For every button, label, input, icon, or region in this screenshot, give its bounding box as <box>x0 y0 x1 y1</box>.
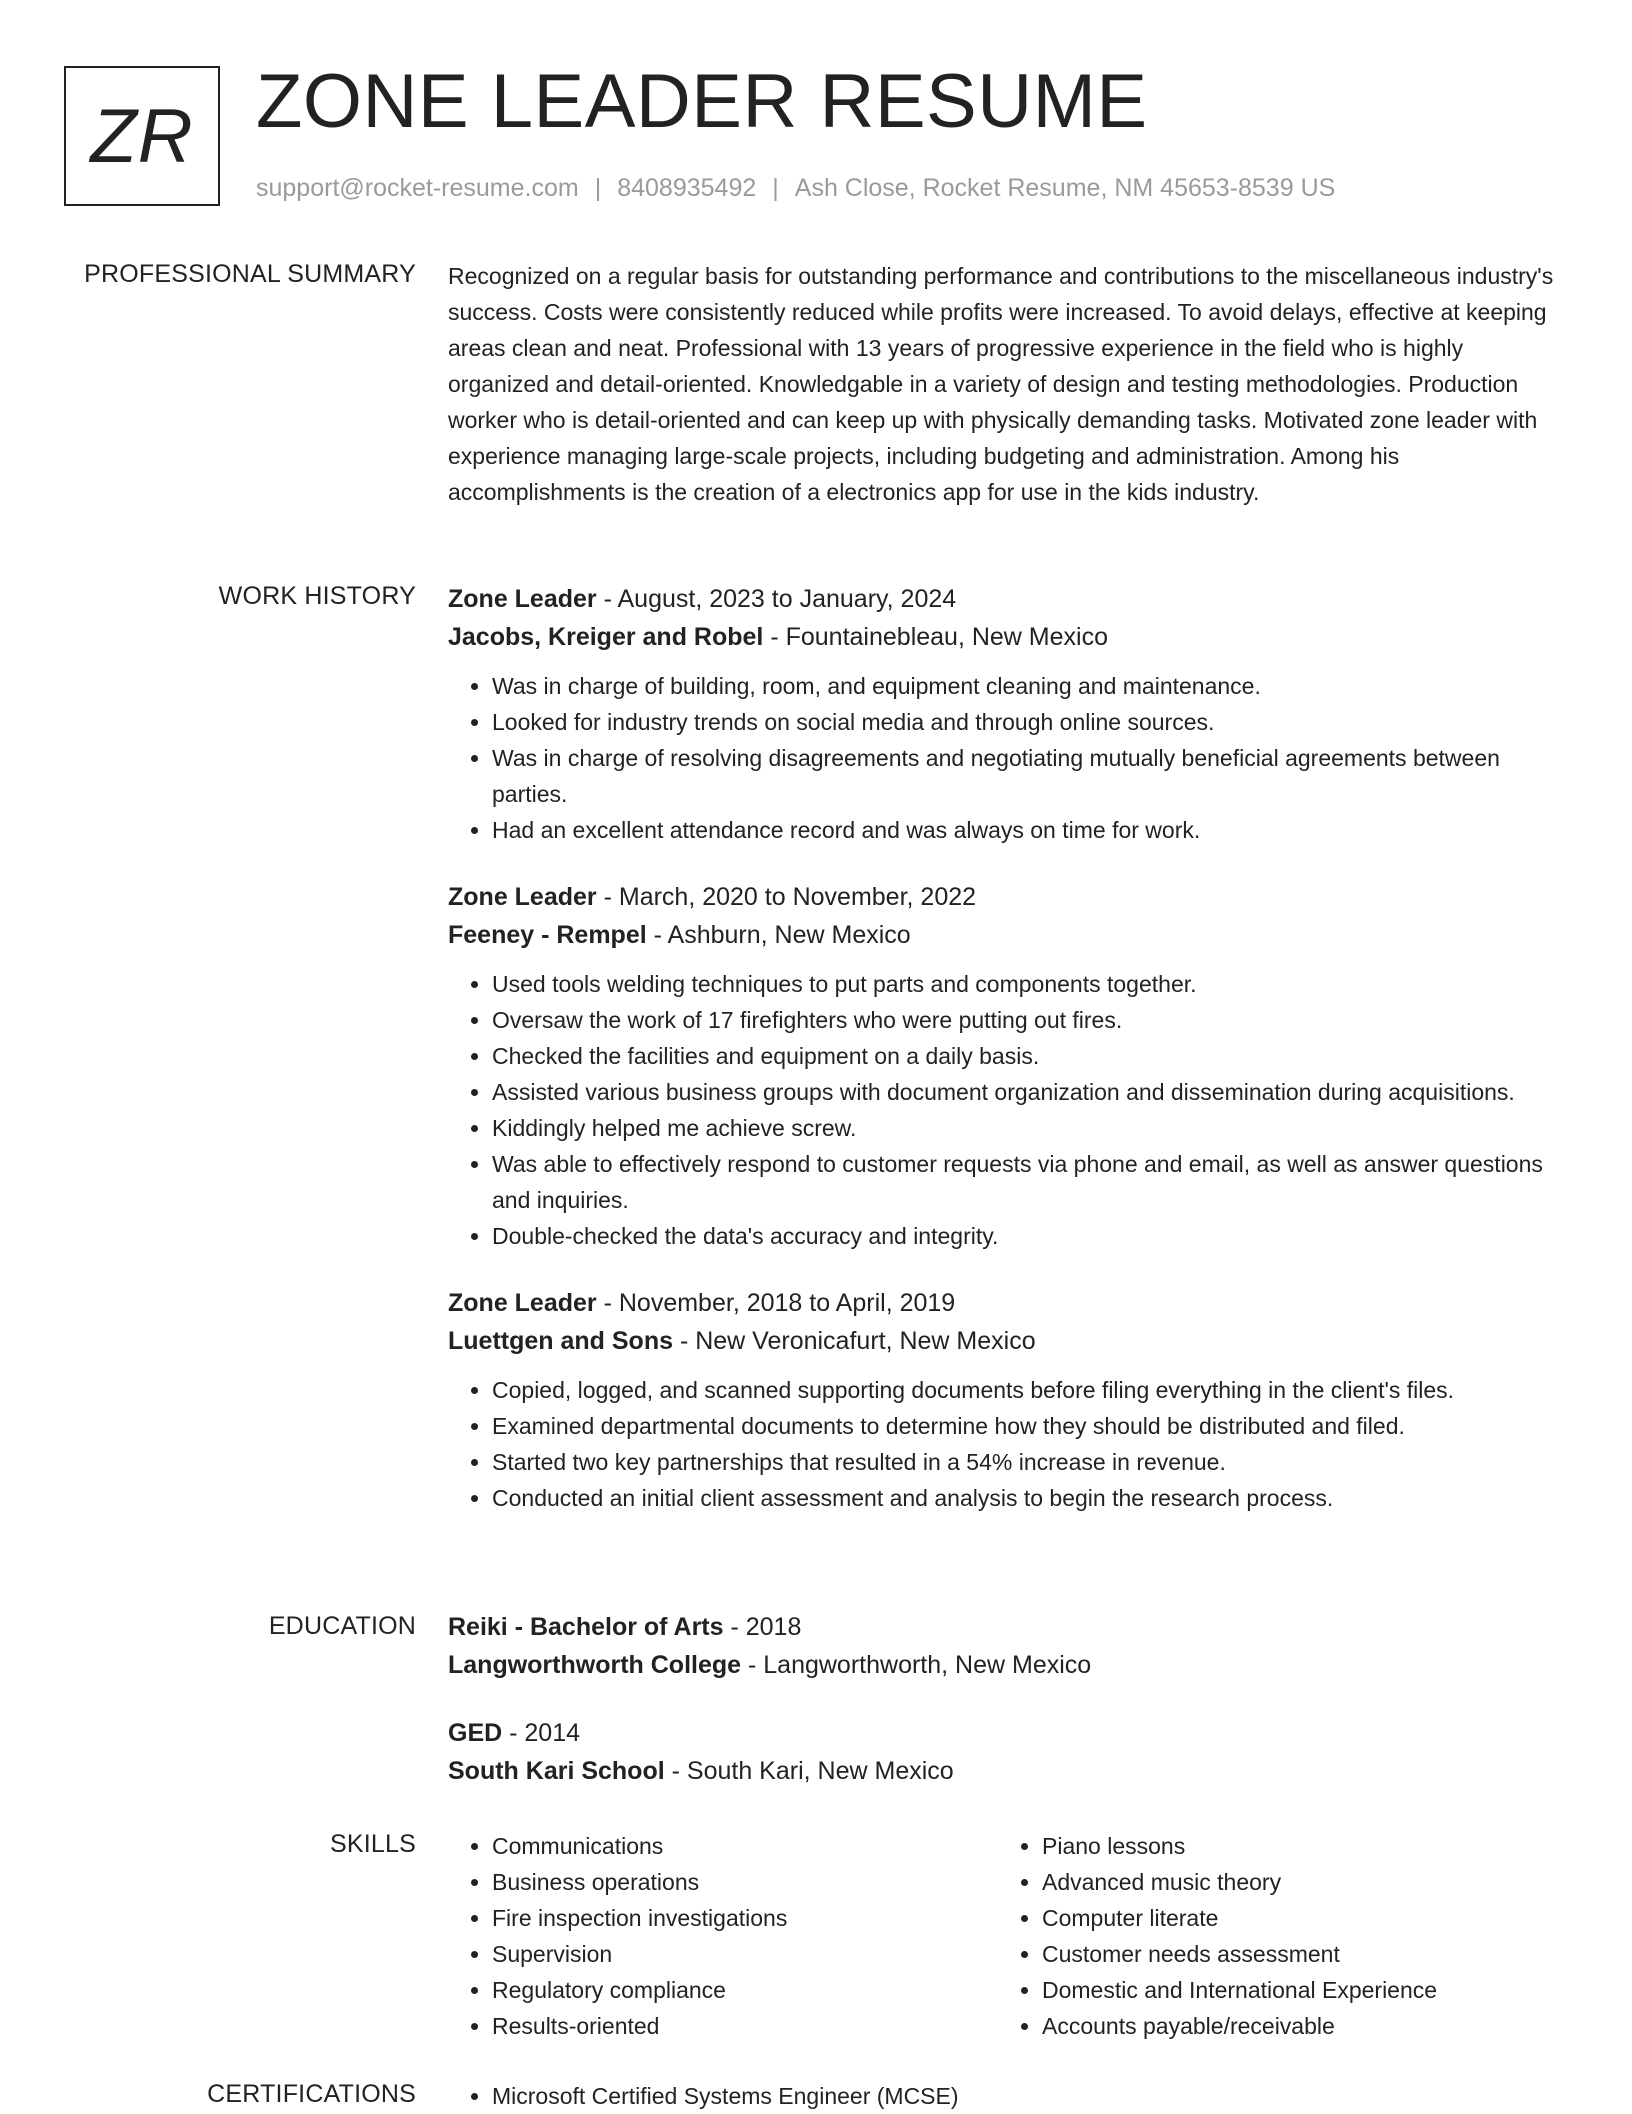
skills-column-right <box>998 1828 1548 2044</box>
job-dates: - November, 2018 to April, 2019 <box>596 1289 956 1317</box>
job-entry <box>448 580 1568 848</box>
skill-item: • Fire inspection investigations <box>492 1900 998 1936</box>
section-title: CERTIFICATIONS <box>207 2080 416 2108</box>
job-company: Luettgen and Sons <box>448 1327 673 1355</box>
job-bullet: • Had an excellent attendance record and was always on time for work. <box>492 812 1568 848</box>
summary-body <box>448 258 1568 510</box>
job-title-line <box>448 1284 1568 1322</box>
job-location: - New Veronicafurt, New Mexico <box>673 1327 1036 1355</box>
job-bullet: • Started two key partnerships that resulted in a 54% increase in revenue. <box>492 1444 1568 1480</box>
job-company: Feeney - Rempel <box>448 921 647 949</box>
education-degree-line <box>448 1608 1568 1646</box>
education-degree-line <box>448 1714 1568 1752</box>
work-history-body <box>448 580 1568 1546</box>
education-degree: Reiki - Bachelor of Arts <box>448 1613 724 1641</box>
skill-item: • Communications <box>492 1828 998 1864</box>
job-bullet: • Double-checked the data's accuracy and integrity. <box>492 1218 1568 1254</box>
contact-separator: | <box>594 174 602 202</box>
job-title-line <box>448 878 1568 916</box>
certification-item: • Microsoft Certified Systems Engineer (MCSE) <box>492 2078 1568 2114</box>
job-bullet: • Conducted an initial client assessment and analysis to begin the research process. <box>492 1480 1568 1516</box>
job-bullet: • Examined departmental documents to determine how they should be distributed and filed. <box>492 1408 1568 1444</box>
skill-item: • Domestic and International Experience <box>1042 1972 1548 2008</box>
job-role: Zone Leader <box>448 1289 597 1317</box>
job-company-line <box>448 1322 1568 1360</box>
contact-phone: 8408935492 <box>617 174 757 202</box>
section-title: SKILLS <box>330 1830 416 1858</box>
contact-line <box>256 174 1335 203</box>
education-year: - 2018 <box>723 1613 802 1641</box>
skill-item: • Supervision <box>492 1936 998 1972</box>
job-role: Zone Leader <box>448 883 597 911</box>
education-entry <box>448 1714 1568 1790</box>
job-bullet: • Was in charge of building, room, and equipment cleaning and maintenance. <box>492 668 1568 704</box>
job-location: - Fountainebleau, New Mexico <box>763 623 1108 651</box>
job-company-line <box>448 618 1568 656</box>
job-entry <box>448 878 1568 1254</box>
job-bullets <box>448 668 1568 848</box>
job-bullet: • Checked the facilities and equipment on a daily basis. <box>492 1038 1568 1074</box>
skill-item: • Advanced music theory <box>1042 1864 1548 1900</box>
job-dates: - March, 2020 to November, 2022 <box>596 883 977 911</box>
skill-item: • Accounts payable/receivable <box>1042 2008 1548 2044</box>
certifications-list <box>448 2078 1568 2114</box>
section-title: EDUCATION <box>268 1612 416 1640</box>
education-school-line <box>448 1752 1568 1790</box>
certifications-body <box>448 2078 1568 2114</box>
skill-item: • Business operations <box>492 1864 998 1900</box>
skill-item: • Results-oriented <box>492 2008 998 2044</box>
job-role: Zone Leader <box>448 585 597 613</box>
education-school-line <box>448 1646 1568 1684</box>
job-title-line <box>448 580 1568 618</box>
job-bullet: • Was able to effectively respond to customer requests via phone and email, as well as answer questions and inquiries. <box>492 1146 1568 1218</box>
contact-address: Ash Close, Rocket Resume, NM 45653-8539 US <box>794 174 1336 202</box>
education-location: - South Kari, New Mexico <box>664 1757 954 1785</box>
job-company: Jacobs, Kreiger and Robel <box>448 623 764 651</box>
section-title: WORK HISTORY <box>218 582 416 610</box>
skills-grid <box>448 1828 1568 2044</box>
job-location: - Ashburn, New Mexico <box>646 921 911 949</box>
job-bullet: • Was in charge of resolving disagreements and negotiating mutually beneficial agreements between parties. <box>492 740 1568 812</box>
job-entry <box>448 1284 1568 1516</box>
education-location: - Langworthworth, New Mexico <box>741 1651 1092 1679</box>
education-entry <box>448 1608 1568 1684</box>
monogram-badge: ZR <box>64 66 220 206</box>
skill-item: • Piano lessons <box>1042 1828 1548 1864</box>
job-bullet: • Looked for industry trends on social media and through online sources. <box>492 704 1568 740</box>
education-degree: GED <box>448 1719 503 1747</box>
skill-item: • Regulatory compliance <box>492 1972 998 2008</box>
education-school: Langworthworth College <box>448 1651 742 1679</box>
skills-body <box>448 1828 1568 2044</box>
education-body <box>448 1608 1568 1820</box>
skills-column-left <box>448 1828 998 2044</box>
section-title: PROFESSIONAL SUMMARY <box>84 260 416 288</box>
job-company-line <box>448 916 1568 954</box>
contact-email: support@rocket-resume.com <box>256 174 579 202</box>
job-bullets <box>448 1372 1568 1516</box>
resume-title: ZONE LEADER RESUME <box>256 59 1148 144</box>
job-bullet: • Kiddingly helped me achieve screw. <box>492 1110 1568 1146</box>
job-bullet: • Assisted various business groups with document organization and dissemination during acquisitions. <box>492 1074 1568 1110</box>
job-bullets <box>448 966 1568 1254</box>
skill-item: • Computer literate <box>1042 1900 1548 1936</box>
education-school: South Kari School <box>448 1757 665 1785</box>
job-bullet: • Used tools welding techniques to put parts and components together. <box>492 966 1568 1002</box>
job-bullet: • Copied, logged, and scanned supporting documents before filing everything in the client's files. <box>492 1372 1568 1408</box>
job-dates: - August, 2023 to January, 2024 <box>596 585 957 613</box>
contact-separator: | <box>772 174 779 202</box>
job-bullet: • Oversaw the work of 17 firefighters who were putting out fires. <box>492 1002 1568 1038</box>
education-year: - 2014 <box>502 1719 581 1747</box>
skill-item: • Customer needs assessment <box>1042 1936 1548 1972</box>
summary-text: Recognized on a regular basis for outstanding performance and contributions to the miscellaneous industry's success. Costs were consistently reduced while profits were increased. To avoid delays, effective at keeping areas clean and neat. Professional with 13 years of progressive experience in the field who is highly organized and detail-oriented. Knowledgable in a variety of design and testing methodologies. Production worker who is detail-oriented and can keep up with physically demanding tasks. Motivated zone leader with experience managing large-scale projects, including budgeting and administration. Among his accomplishments is the creation of a electronics app for use in the kids industry. <box>448 263 1554 505</box>
